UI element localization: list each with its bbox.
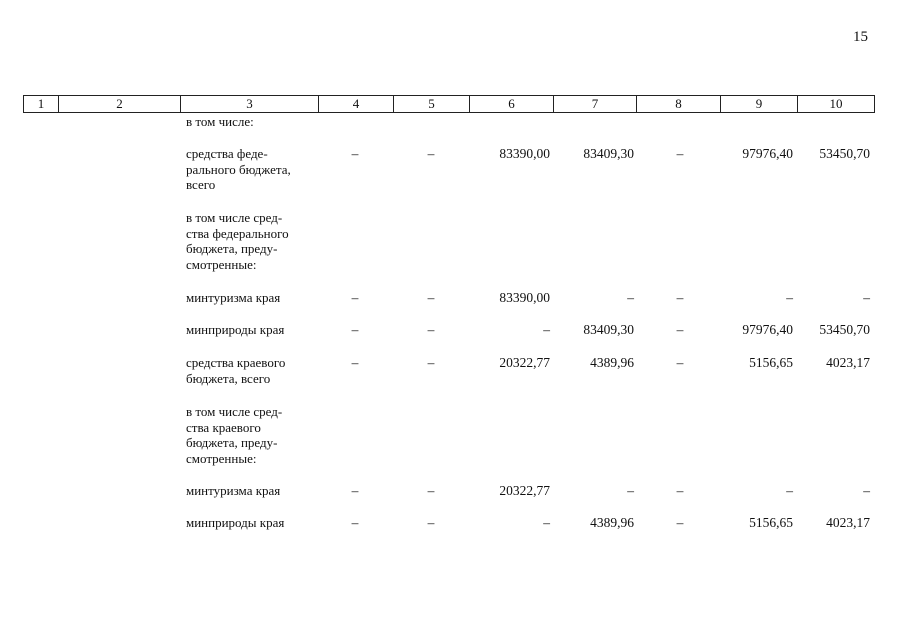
cell-c8: – bbox=[676, 290, 684, 305]
cell-c10: 53450,70 bbox=[819, 146, 870, 161]
cell-c4: – bbox=[351, 483, 359, 498]
cell-c4: – bbox=[351, 515, 359, 530]
cell-c5: – bbox=[427, 146, 435, 161]
header-col-5: 5 bbox=[393, 96, 469, 112]
header-col-8: 8 bbox=[636, 96, 720, 112]
header-col-10: 10 bbox=[797, 96, 874, 112]
cell-c5: – bbox=[427, 355, 435, 370]
row-description: в том числе сред- ства федерального бюджета, преду- смотренные: bbox=[186, 210, 289, 272]
cell-c5: – bbox=[427, 290, 435, 305]
cell-c10: 4023,17 bbox=[826, 515, 870, 530]
cell-c8: – bbox=[676, 355, 684, 370]
cell-c5: – bbox=[427, 322, 435, 337]
cell-c9: – bbox=[786, 290, 793, 305]
header-col-6: 6 bbox=[469, 96, 553, 112]
row-description: минтуризма края bbox=[186, 290, 281, 305]
header-col-9: 9 bbox=[720, 96, 797, 112]
header-col-3: 3 bbox=[180, 96, 318, 112]
cell-c10: 4023,17 bbox=[826, 355, 870, 370]
cell-c7: – bbox=[627, 483, 634, 498]
cell-c8: – bbox=[676, 322, 684, 337]
row-description: средства краевого бюджета, всего bbox=[186, 355, 286, 386]
cell-c10: – bbox=[863, 483, 870, 498]
cell-c8: – bbox=[676, 515, 684, 530]
cell-c6: 20322,77 bbox=[499, 483, 550, 498]
cell-c8: – bbox=[676, 483, 684, 498]
cell-c7: 83409,30 bbox=[583, 322, 634, 337]
cell-c5: – bbox=[427, 515, 435, 530]
cell-c4: – bbox=[351, 290, 359, 305]
cell-c7: 4389,96 bbox=[590, 515, 634, 530]
cell-c5: – bbox=[427, 483, 435, 498]
cell-c9: 97976,40 bbox=[742, 146, 793, 161]
row-description: в том числе сред- ства краевого бюджета, преду- смотренные: bbox=[186, 404, 283, 466]
header-col-4: 4 bbox=[318, 96, 393, 112]
cell-c6: 20322,77 bbox=[499, 355, 550, 370]
header-col-1: 1 bbox=[37, 96, 45, 111]
cell-c10: 53450,70 bbox=[819, 322, 870, 337]
cell-c4: – bbox=[351, 355, 359, 370]
cell-c8: – bbox=[676, 146, 684, 161]
cell-c10: – bbox=[863, 290, 870, 305]
cell-c9: 5156,65 bbox=[749, 515, 793, 530]
row-description: в том числе: bbox=[186, 114, 254, 129]
cell-c7: 83409,30 bbox=[583, 146, 634, 161]
page-number: 15 bbox=[853, 29, 868, 45]
header-col-2: 2 bbox=[58, 96, 180, 112]
row-description: минприроды края bbox=[186, 515, 285, 530]
cell-c9: 5156,65 bbox=[749, 355, 793, 370]
header-col-7: 7 bbox=[553, 96, 636, 112]
row-description: минприроды края bbox=[186, 322, 285, 337]
cell-c9: – bbox=[786, 483, 793, 498]
row-description: средства феде- рального бюджета, всего bbox=[186, 146, 291, 193]
row-description: минтуризма края bbox=[186, 483, 281, 498]
cell-c9: 97976,40 bbox=[742, 322, 793, 337]
column-number-header bbox=[23, 95, 875, 113]
cell-c6: 83390,00 bbox=[499, 290, 550, 305]
cell-c7: 4389,96 bbox=[590, 355, 634, 370]
cell-c6: – bbox=[543, 322, 550, 337]
cell-c4: – bbox=[351, 322, 359, 337]
cell-c4: – bbox=[351, 146, 359, 161]
cell-c7: – bbox=[627, 290, 634, 305]
cell-c6: 83390,00 bbox=[499, 146, 550, 161]
cell-c6: – bbox=[543, 515, 550, 530]
